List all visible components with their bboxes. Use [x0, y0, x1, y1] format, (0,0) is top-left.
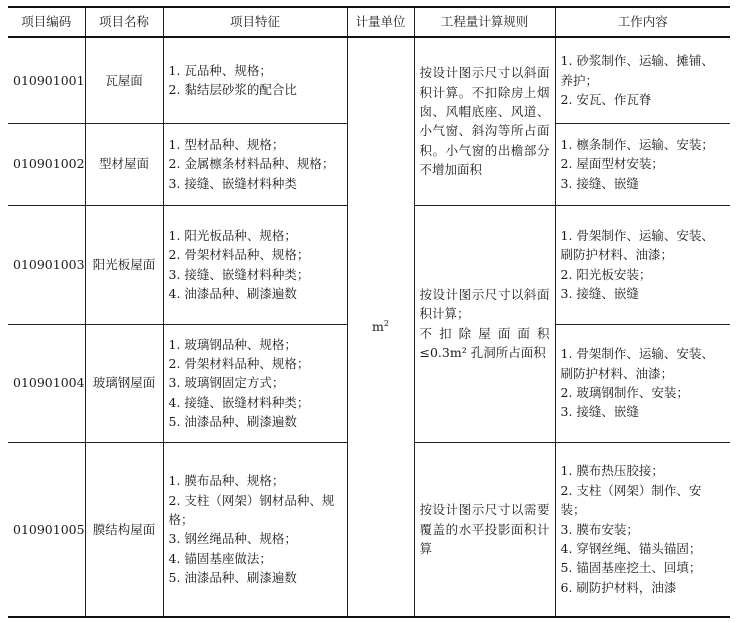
- list-line: 2. 骨架材料品种、规格；: [168, 355, 310, 371]
- item-code: 010901004: [8, 324, 85, 442]
- list-line: 3. 接缝、嵌缝: [560, 175, 639, 191]
- list-line: 1. 檩条制作、运输、安装；: [560, 136, 714, 152]
- header-code: 项目编码: [8, 7, 85, 37]
- item-code: 010901002: [8, 123, 85, 205]
- header-features: 项目特征: [163, 7, 347, 37]
- list-line: 2. 支柱（网架）制作、安装；: [560, 482, 702, 518]
- list-line: 1. 瓦品种、规格；: [168, 62, 272, 78]
- item-features: [163, 205, 347, 324]
- list-line: 3. 接缝、嵌缝材料种类；: [168, 266, 310, 282]
- list-line: 4. 接缝、嵌缝材料种类；: [168, 394, 310, 410]
- list-line: 3. 膜布安装；: [560, 521, 639, 537]
- list-line: 4. 油漆品种、刷漆遍数: [168, 285, 297, 301]
- list-line: 5. 油漆品种、刷漆遍数: [168, 570, 297, 585]
- item-work: [555, 123, 730, 205]
- list-line: 3. 接缝、嵌缝材料种类: [168, 175, 297, 191]
- features-list: [169, 335, 342, 432]
- item-work: [555, 205, 730, 324]
- unit-cell: [347, 37, 414, 617]
- calc-rule-cell: 按设计图示尺寸以需要覆盖的水平投影面积计算: [414, 442, 555, 617]
- features-list: [169, 226, 342, 304]
- table-row: [8, 37, 730, 123]
- list-line: 1. 砂浆制作、运输、摊铺、养护；: [560, 53, 714, 88]
- header-unit: 计量单位: [347, 7, 414, 37]
- features-list: [169, 61, 342, 100]
- list-line: 3. 钢丝绳品种、规格；: [168, 531, 297, 547]
- work-list: [561, 135, 726, 193]
- item-work: [555, 37, 730, 123]
- calc-rule-cell: 按设计图示尺寸以斜面积计算； 不扣除屋面面积≤0.3m² 孔洞所占面积: [414, 205, 555, 442]
- list-line: 3. 接缝、嵌缝: [560, 285, 639, 301]
- list-line: 2. 骨架材料品种、规格；: [168, 247, 310, 263]
- features-list: [169, 471, 342, 587]
- list-line: 1. 膜布品种、规格；: [168, 473, 285, 489]
- item-name: 瓦屋面: [85, 37, 163, 123]
- item-work: [555, 442, 730, 617]
- list-line: 3. 玻璃钢固定方式；: [168, 375, 285, 391]
- item-features: [163, 442, 347, 617]
- list-line: 4. 锚固基座做法；: [168, 550, 272, 566]
- list-line: 6. 刷防护材料，油漆: [560, 579, 677, 595]
- list-line: 1. 型材品种、规格；: [168, 136, 285, 152]
- list-line: 2. 屋面型材安装；: [560, 156, 664, 172]
- item-name: 型材屋面: [85, 123, 163, 205]
- list-line: 2. 安瓦、作瓦脊: [560, 91, 652, 107]
- list-line: 1. 膜布热压胶接；: [560, 463, 664, 479]
- list-line: 2. 阳光板安装；: [560, 266, 652, 282]
- unit-base: m: [372, 319, 384, 335]
- item-name: 玻璃钢屋面: [85, 324, 163, 442]
- list-line: 2. 玻璃钢制作、安装；: [560, 385, 689, 400]
- roofing-quantity-table: [8, 6, 730, 618]
- list-line: 4. 穿钢丝绳、锚头锚固；: [560, 540, 702, 556]
- item-work: [555, 324, 730, 442]
- calc-rule-cell: 按设计图示尺寸以斜面积计算。不扣除房上烟囱、风帽底座、风道、小气窗、斜沟等所占面积。小气窗的出檐部分不增加面积: [414, 37, 555, 205]
- item-code: 010901005: [8, 442, 85, 617]
- work-list: [561, 51, 726, 109]
- item-features: [163, 37, 347, 123]
- work-list: [561, 461, 726, 597]
- item-features: [163, 324, 347, 442]
- list-line: 1. 玻璃钢品种、规格；: [168, 336, 297, 352]
- header-rule: 工程量计算规则: [414, 7, 555, 37]
- list-line: 1. 骨架制作、运输、安装、刷防护材料、油漆；: [560, 346, 714, 381]
- features-list: [169, 135, 342, 193]
- item-code: 010901003: [8, 205, 85, 324]
- list-line: 2. 金属檩条材料品种、规格；: [168, 156, 335, 172]
- item-features: [163, 123, 347, 205]
- list-line: 1. 阳光板品种、规格；: [168, 227, 297, 243]
- list-line: 5. 油漆品种、刷漆遍数: [168, 414, 297, 430]
- list-line: 5. 锚固基座挖土、回填；: [560, 560, 702, 576]
- unit-exponent: 2: [383, 319, 389, 329]
- item-name: 膜结构屋面: [85, 442, 163, 617]
- header-name: 项目名称: [85, 7, 163, 37]
- list-line: 2. 支柱（网架）钢材品种、规格；: [168, 492, 335, 527]
- list-line: 3. 接缝、嵌缝: [560, 404, 639, 420]
- work-list: [561, 226, 726, 304]
- item-code: 010901001: [8, 37, 85, 123]
- list-line: 1. 骨架制作、运输、安装、刷防护材料、油漆；: [560, 227, 714, 263]
- list-line: 2. 黏结层砂浆的配合比: [168, 82, 297, 98]
- item-name: 阳光板屋面: [85, 205, 163, 324]
- table-header-row: [8, 7, 730, 37]
- work-list: [561, 344, 726, 422]
- header-work: 工作内容: [555, 7, 730, 37]
